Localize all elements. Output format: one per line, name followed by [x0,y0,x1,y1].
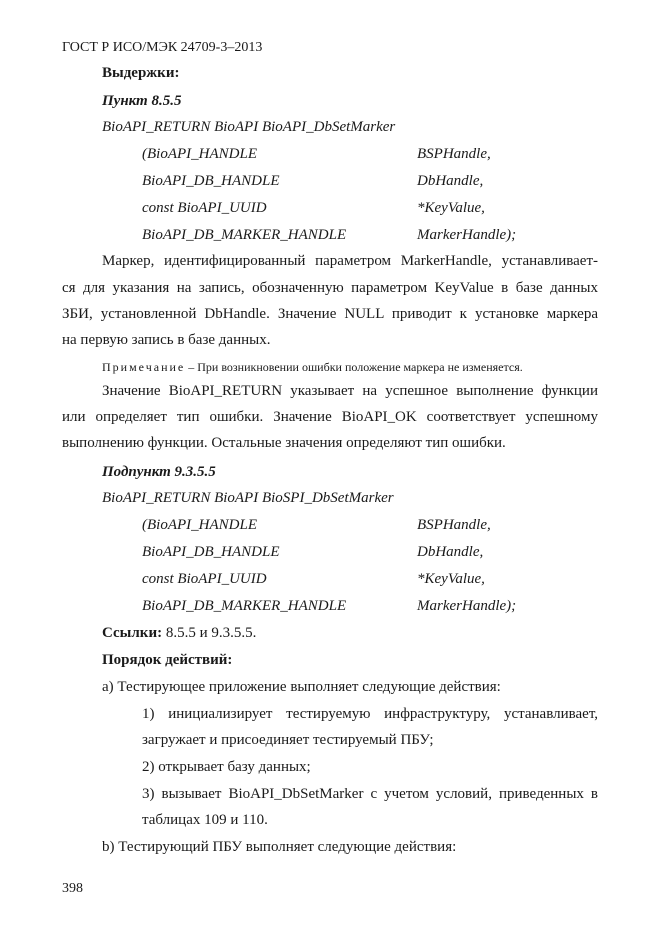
subclause-label: Подпункт 9.3.5.5 [102,464,216,480]
paragraph-line: Значение BioAPI_RETURN указывает на успешное выполнение функции [102,383,598,399]
clause-label: Пункт 8.5.5 [102,93,182,109]
param-type: const BioAPI_UUID [142,200,267,216]
references-text: 8.5.5 и 9.3.5.5. [162,625,257,641]
procedure-item-b: b) Тестирующий ПБУ выполняет следующие действия: [102,839,457,855]
procedure-item-a: a) Тестирующее приложение выполняет следующие действия: [102,679,501,695]
page-number: 398 [62,881,83,896]
param-name: BSPHandle, [417,517,491,533]
paragraph-line: выполнению функции. Остальные значения определяют тип ошибки. [62,435,506,451]
paragraph-line: ЗБИ, установленной DbHandle. Значение NULL приводит к установке маркера [62,306,598,322]
references-label: Ссылки: [102,625,163,641]
param-name: MarkerHandle); [417,598,517,614]
param-name: *KeyValue, [417,200,485,216]
param-name: DbHandle, [417,544,484,560]
param-type: (BioAPI_HANDLE [142,517,257,533]
param-type: BioAPI_DB_MARKER_HANDLE [142,227,347,243]
paragraph-line: на первую запись в базе данных. [62,332,271,348]
function-signature: BioAPI_RETURN BioAPI BioAPI_DbSetMarker [102,119,396,135]
paragraph-line: или определяет тип ошибки. Значение BioAPI_OK соответствует успешному [62,409,598,425]
param-name: *KeyValue, [417,571,485,587]
param-type: BioAPI_DB_HANDLE [142,544,280,560]
param-name: MarkerHandle); [417,227,517,243]
procedure-step: 3) вызывает BioAPI_DbSetMarker с учетом условий, приведенных в [142,786,598,802]
procedure-step: таблицах 109 и 110. [142,812,268,828]
paragraph-line: Маркер, идентифицированный параметром MarkerHandle, устанавливает- [102,253,598,269]
note-label: Примечание [102,360,186,374]
procedure-step: 1) инициализирует тестируемую инфраструктуру, устанавливает, [142,706,598,722]
param-name: DbHandle, [417,173,484,189]
procedure-step: загружает и присоединяет тестируемый ПБУ; [142,732,434,748]
procedure-label: Порядок действий: [102,652,233,668]
references [102,624,256,642]
param-type: (BioAPI_HANDLE [142,146,257,162]
page-header: ГОСТ Р ИСО/МЭК 24709-3–2013 [62,40,263,55]
function-signature: BioAPI_RETURN BioAPI BioSPI_DbSetMarker [102,490,394,506]
param-name: BSPHandle, [417,146,491,162]
paragraph-line: ся для указания на запись, обозначенную параметром KeyValue в базе данных [62,280,598,296]
param-type: const BioAPI_UUID [142,571,267,587]
param-type: BioAPI_DB_MARKER_HANDLE [142,598,347,614]
procedure-step: 2) открывает базу данных; [142,759,311,775]
param-type: BioAPI_DB_HANDLE [142,173,280,189]
extracts-label: Выдержки: [102,65,180,81]
note [102,358,523,376]
note-text: – При возникновении ошибки положение маркера не изменяется. [185,360,523,374]
